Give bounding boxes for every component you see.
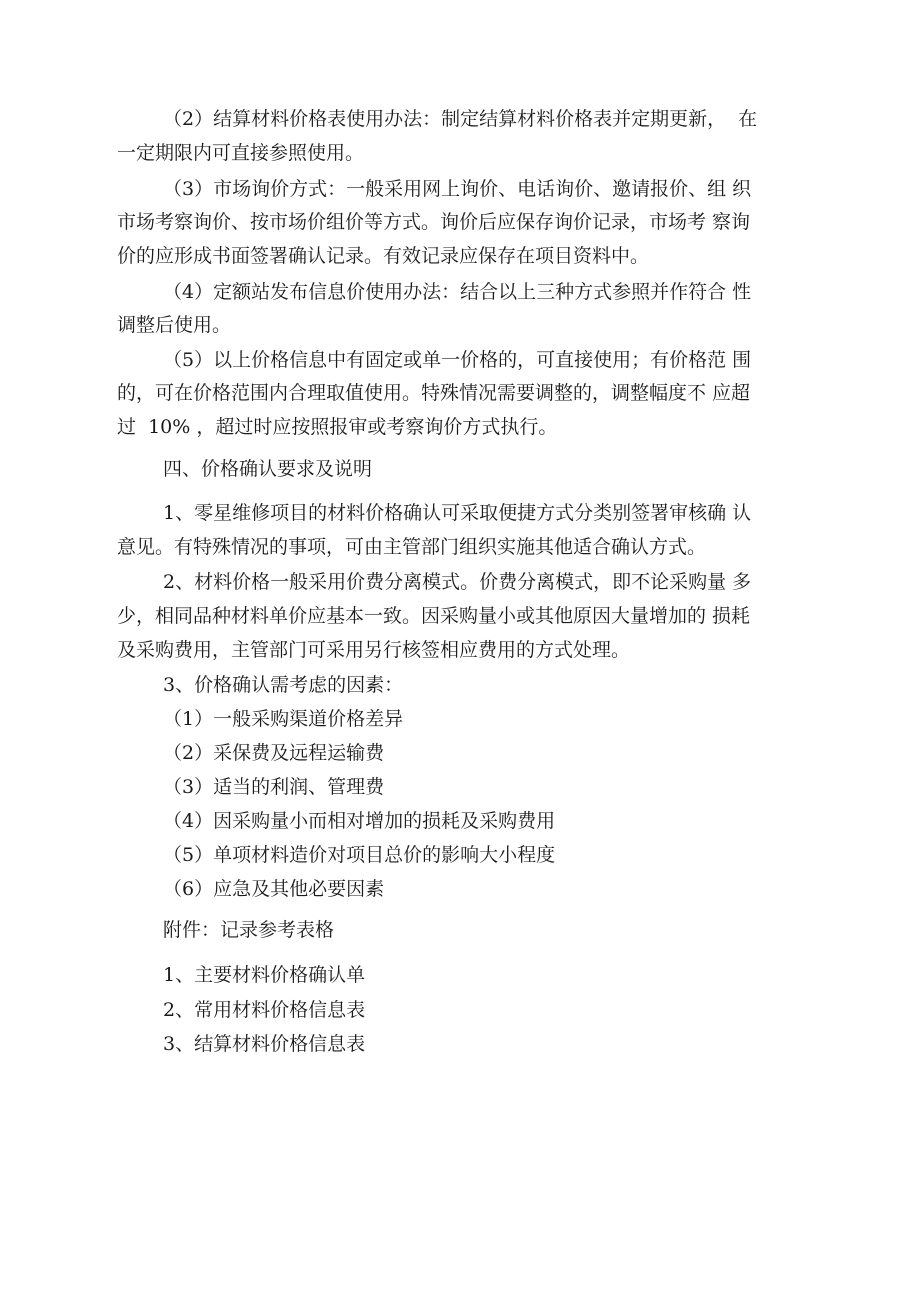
item-2-line-2: 少，相同品种材料单价应基本一致。因采购量小或其他原因大量增加的 损耗 [117, 605, 751, 627]
attachment-item-1: 1、主要材料价格确认单 [163, 964, 366, 986]
item-2-line-3: 及采购费用，主管部门可采用另行核签相应费用的方式处理。 [117, 639, 631, 661]
factor-3: （3）适当的利润、管理费 [163, 776, 385, 798]
attachment-item-3: 3、结算材料价格信息表 [163, 1033, 366, 1055]
attachment-heading: 附件：记录参考表格 [163, 919, 335, 941]
paragraph-2-line-2: 一定期限内可直接参照使用。 [117, 142, 365, 164]
item-2-line-1: 2、材料价格一般采用价费分离模式。价费分离模式，即不论采购量 多 [163, 571, 752, 593]
factor-4: （4）因采购量小而相对增加的损耗及采购费用 [163, 810, 556, 832]
paragraph-3-line-3: 价的应形成书面签署确认记录。有效记录应保存在项目资料中。 [117, 245, 650, 267]
factor-2: （2）采保费及远程运输费 [163, 742, 385, 764]
paragraph-2-line-1: （2）结算材料价格表使用办法：制定结算材料价格表并定期更新， 在 [163, 108, 758, 130]
factor-1: （1）一般采购渠道价格差异 [163, 708, 404, 730]
paragraph-4-line-1: （4）定额站发布信息价使用办法：结合以上三种方式参照并作符合 性 [163, 281, 752, 303]
paragraph-5-line-3: 过 10% ，超过时应按照报审或考察询价方式执行。 [117, 416, 558, 438]
item-3-heading: 3、价格确认需考虑的因素： [163, 674, 404, 696]
item-1-line-2: 意见。有特殊情况的事项，可由主管部门组织实施其他适合确认方式。 [117, 536, 707, 558]
paragraph-5-line-2: 的，可在价格范围内合理取值使用。特殊情况需要调整的，调整幅度不 应超 [117, 382, 751, 404]
factor-6: （6）应急及其他必要因素 [163, 878, 385, 900]
paragraph-3-line-1: （3）市场询价方式：一般采用网上询价、电话询价、邀请报价、组 织 [163, 178, 752, 200]
factor-5: （5）单项材料造价对项目总价的影响大小程度 [163, 844, 556, 866]
paragraph-5-line-1: （5）以上价格信息中有固定或单一价格的，可直接使用；有价格范 围 [163, 349, 752, 371]
item-1-line-1: 1、零星维修项目的材料价格确认可采取便捷方式分类别签署审核确 认 [163, 502, 752, 524]
paragraph-3-line-2: 市场考察询价、按市场价组价等方式。询价后应保存询价记录，市场考 察询 [117, 211, 751, 233]
section-heading: 四、价格确认要求及说明 [163, 458, 373, 480]
attachment-item-2: 2、常用材料价格信息表 [163, 999, 366, 1021]
paragraph-4-line-2: 调整后使用。 [117, 314, 232, 336]
